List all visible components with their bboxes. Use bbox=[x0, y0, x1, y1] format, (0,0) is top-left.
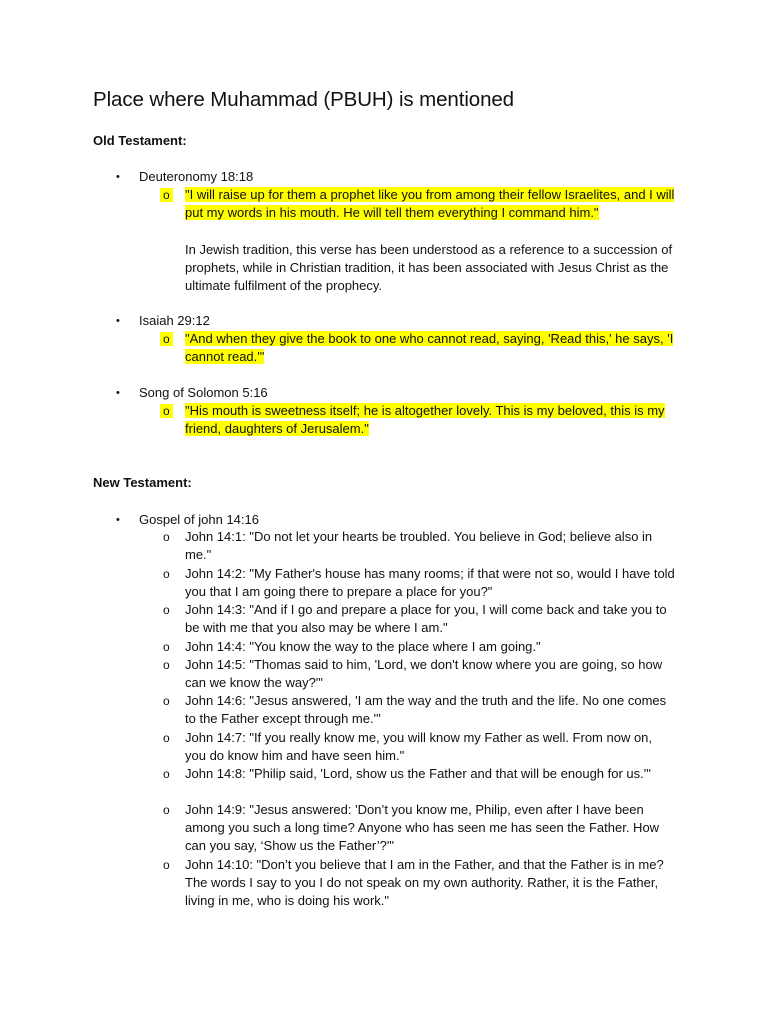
page-title: Place where Muhammad (PBUH) is mentioned bbox=[93, 88, 514, 111]
reference-isaiah: Isaiah 29:12 bbox=[139, 313, 210, 328]
old-testament-heading: Old Testament: bbox=[93, 133, 187, 148]
circle-bullet-icon: o bbox=[163, 767, 170, 781]
quote-deuteronomy: "I will raise up for them a prophet like you from among their fellow Israelites, and I will put my words in his mouth. He will tell them everything I command him." bbox=[185, 187, 675, 221]
circle-bullet-icon: o bbox=[163, 330, 173, 348]
bullet-icon: • bbox=[116, 315, 120, 327]
verse-john-14-5: John 14:5: "Thomas said to him, 'Lord, we don't know where you are going, so how can we know the way?'" bbox=[185, 657, 663, 691]
reference-song-of-solomon: Song of Solomon 5:16 bbox=[139, 385, 268, 400]
verse-john-14-1: John 14:1: "Do not let your hearts be troubled. You believe in God; believe also in me." bbox=[185, 529, 653, 563]
bullet-icon: • bbox=[116, 387, 120, 399]
quote-isaiah: "And when they give the book to one who cannot read, saying, 'Read this,' he says, 'I cannot read.'" bbox=[185, 331, 674, 365]
verse-john-14-6: John 14:6: "Jesus answered, 'I am the way and the truth and the life. No one comes to the Father except through me.'" bbox=[185, 693, 667, 727]
note-deuteronomy: In Jewish tradition, this verse has been understood as a reference to a succession of prophets, while in Christian tradition, it has been associated with Jesus Christ as the ultimate fulfilment of the prophecy. bbox=[185, 242, 673, 294]
verse-john-14-8: John 14:8: "Philip said, 'Lord, show us the Father and that will be enough for us.'" bbox=[185, 766, 651, 781]
circle-bullet-icon: o bbox=[163, 858, 170, 872]
circle-bullet-icon: o bbox=[163, 186, 173, 204]
verse-john-14-10: John 14:10: "Don’t you believe that I am in the Father, and that the Father is in me? The words I say to you I do not speak on my own authority. Rather, it is the Father, living in me, who is doing his work." bbox=[185, 857, 664, 909]
bullet-icon: • bbox=[116, 514, 120, 526]
circle-bullet-icon: o bbox=[163, 402, 173, 420]
circle-bullet-icon: o bbox=[163, 640, 170, 654]
verse-john-14-2: John 14:2: "My Father's house has many rooms; if that were not so, would I have told you that I am going there to prepare a place for you?" bbox=[185, 566, 675, 600]
circle-bullet-icon: o bbox=[163, 694, 170, 708]
verse-john-14-7: John 14:7: "If you really know me, you will know my Father as well. From now on, you do know him and have seen him." bbox=[185, 730, 653, 764]
circle-bullet-icon: o bbox=[163, 731, 170, 745]
new-testament-heading: New Testament: bbox=[93, 475, 192, 490]
quote-song-of-solomon: "His mouth is sweetness itself; he is altogether lovely. This is my beloved, this is my friend, daughters of Jerusalem." bbox=[185, 403, 665, 437]
reference-gospel-of-john: Gospel of john 14:16 bbox=[139, 512, 259, 527]
reference-deuteronomy: Deuteronomy 18:18 bbox=[139, 169, 254, 184]
bullet-icon: • bbox=[116, 171, 120, 183]
circle-bullet-icon: o bbox=[163, 658, 170, 672]
circle-bullet-icon: o bbox=[163, 803, 170, 817]
circle-bullet-icon: o bbox=[163, 530, 170, 544]
circle-bullet-icon: o bbox=[163, 603, 170, 617]
circle-bullet-icon: o bbox=[163, 567, 170, 581]
verse-john-14-4: John 14:4: "You know the way to the place where I am going." bbox=[185, 639, 541, 654]
verse-john-14-9: John 14:9: "Jesus answered: 'Don’t you know me, Philip, even after I have been among you such a long time? Anyone who has seen me has seen the Father. How can you say, ‘Show us the Father’?'" bbox=[185, 802, 660, 854]
verse-john-14-3: John 14:3: "And if I go and prepare a place for you, I will come back and take you to be with me that you also may be where I am." bbox=[185, 602, 667, 636]
